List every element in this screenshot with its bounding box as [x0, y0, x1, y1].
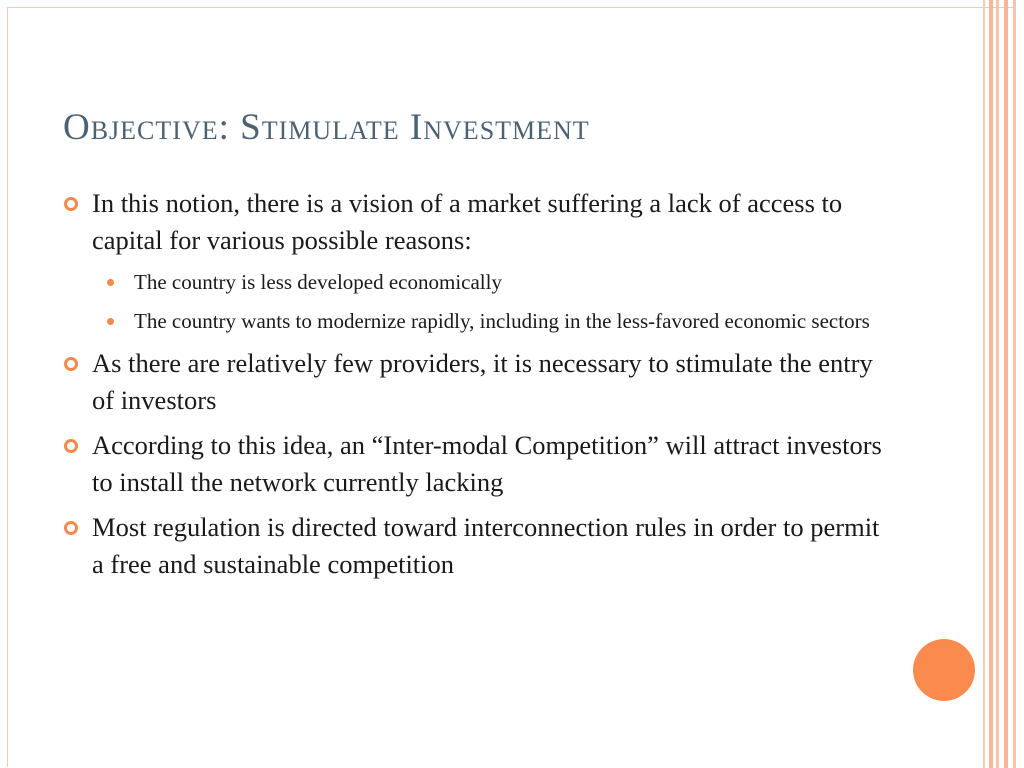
ring-bullet-icon	[64, 197, 78, 211]
slide-title: Objective: Stimulate Investment	[63, 107, 590, 148]
bullet-item	[62, 509, 882, 583]
ring-bullet-icon	[64, 439, 78, 453]
bullet-text: In this notion, there is a vision of a market suffering a lack of access to capital for various possible reasons:	[92, 188, 843, 255]
bullet-list	[62, 185, 882, 591]
decorative-stripe	[983, 0, 985, 768]
dot-bullet-icon	[107, 318, 114, 325]
decorative-stripe	[1004, 0, 1008, 768]
sub-bullet-item	[62, 306, 882, 337]
decorative-stripe	[996, 0, 999, 768]
sub-bullet-item	[62, 267, 882, 298]
sub-bullet-list	[62, 267, 882, 337]
bullet-item	[62, 185, 882, 259]
bullet-text: Most regulation is directed toward interconnection rules in order to permit a free and sustainable competition	[92, 512, 880, 579]
ring-bullet-icon	[64, 357, 78, 371]
dot-bullet-icon	[107, 279, 114, 286]
decorative-circle	[913, 639, 975, 701]
bullet-item	[62, 427, 882, 501]
sub-bullet-text: The country wants to modernize rapidly, including in the less-favored economic sectors	[134, 309, 870, 333]
bullet-item	[62, 345, 882, 419]
ring-bullet-icon	[64, 521, 78, 535]
bullet-text: As there are relatively few providers, it is necessary to stimulate the entry of investors	[92, 348, 873, 415]
sub-bullet-text: The country is less developed economically	[134, 270, 502, 294]
decorative-stripe	[1013, 0, 1016, 768]
bullet-text: According to this idea, an “Inter-modal Competition” will attract investors to install the network currently lacking	[92, 430, 882, 497]
decorative-stripe	[989, 0, 993, 768]
